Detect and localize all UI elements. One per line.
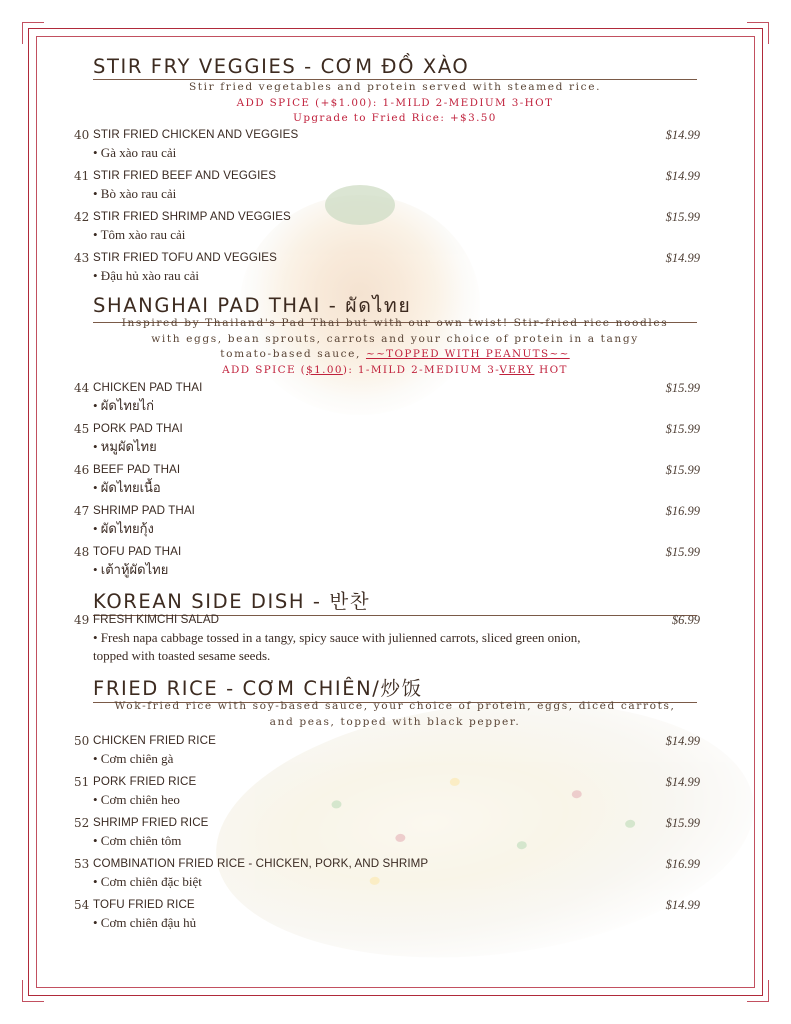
- section-desc-pad-thai: [93, 316, 697, 378]
- menu-item: [74, 250, 700, 285]
- spice-very: VERY: [499, 363, 535, 376]
- spice-part: ): 1-MILD 2-MEDIUM 3-: [342, 363, 500, 376]
- item-name: CHICKEN FRIED RICE: [93, 734, 216, 747]
- item-price: $14.99: [665, 898, 700, 912]
- item-price: $15.99: [665, 463, 700, 477]
- menu-item: [74, 733, 700, 768]
- desc-line: and peas, topped with black pepper.: [269, 715, 521, 728]
- item-translation: • Cơm chiên tôm: [93, 833, 182, 848]
- corner-ornament: [22, 22, 44, 44]
- corner-ornament: [747, 980, 769, 1002]
- spice-note: ADD SPICE (+$1.00): 1-MILD 2-MEDIUM 3-HOT: [236, 96, 554, 109]
- menu-item: [74, 897, 700, 932]
- item-translation: • ผัดไทยเนื้อ: [93, 480, 161, 495]
- item-price: $15.99: [665, 210, 700, 224]
- item-name: STIR FRIED CHICKEN AND VEGGIES: [93, 128, 299, 141]
- menu-item: [74, 127, 700, 162]
- item-price: $15.99: [665, 545, 700, 559]
- spice-part: ADD SPICE (: [222, 363, 307, 376]
- item-translation: • ผัดไทยกุ้ง: [93, 521, 154, 536]
- item-number: 42: [74, 210, 90, 224]
- item-name: STIR FRIED BEEF AND VEGGIES: [93, 169, 277, 182]
- section-desc-stir-fry: [93, 80, 697, 127]
- item-name: STIR FRIED SHRIMP AND VEGGIES: [93, 210, 291, 223]
- item-price: $14.99: [665, 775, 700, 789]
- spice-part: HOT: [534, 363, 568, 376]
- item-number: 44: [74, 381, 90, 395]
- section-title-korean: KOREAN SIDE DISH - 반찬: [93, 586, 697, 616]
- menu-item: [74, 421, 700, 456]
- item-name: COMBINATION FRIED RICE - CHICKEN, PORK, AND SHRIMP: [93, 857, 429, 870]
- item-number: 47: [74, 504, 90, 518]
- item-description: • Fresh napa cabbage tossed in a tangy, spicy sauce with julienned carrots, sliced green onion, topped with toasted sesame seeds.: [93, 630, 581, 663]
- item-price: $14.99: [665, 251, 700, 265]
- item-name: TOFU PAD THAI: [93, 545, 182, 558]
- section-title-stir-fry: STIR FRY VEGGIES - CƠM ĐỒ XÀO: [93, 55, 697, 80]
- menu-item: [74, 380, 700, 415]
- item-number: 46: [74, 463, 90, 477]
- item-number: 53: [74, 857, 90, 871]
- topped-note: ~~TOPPED WITH PEANUTS~~: [365, 348, 570, 360]
- item-number: 48: [74, 545, 90, 559]
- item-translation: • หมูผัดไทย: [93, 439, 157, 454]
- item-number: 52: [74, 816, 90, 830]
- item-translation: • Cơm chiên gà: [93, 751, 174, 766]
- item-name: SHRIMP PAD THAI: [93, 504, 195, 517]
- item-price: $16.99: [665, 857, 700, 871]
- item-number: 41: [74, 169, 90, 183]
- item-price: $15.99: [665, 381, 700, 395]
- spice-note: [93, 363, 697, 379]
- section-desc-fried-rice: [93, 699, 697, 730]
- item-number: 45: [74, 422, 90, 436]
- item-name: STIR FRIED TOFU AND VEGGIES: [93, 251, 277, 264]
- item-price: $14.99: [665, 169, 700, 183]
- corner-ornament: [747, 22, 769, 44]
- item-name: SHRIMP FRIED RICE: [93, 816, 209, 829]
- item-number: 51: [74, 775, 90, 789]
- item-number: 43: [74, 251, 90, 265]
- item-translation: • Đậu hủ xào rau cải: [93, 268, 199, 283]
- item-price: $15.99: [665, 816, 700, 830]
- spice-price: $1.00: [306, 363, 343, 376]
- menu-item: [74, 856, 700, 891]
- menu-item: [74, 168, 700, 203]
- menu-item: [74, 503, 700, 538]
- item-price: $14.99: [665, 128, 700, 142]
- section-title-pad-thai: SHANGHAI PAD THAI - ผัดไทย: [93, 290, 697, 323]
- item-translation: • Cơm chiên heo: [93, 792, 180, 807]
- menu-item: [74, 462, 700, 497]
- item-number: 49: [74, 613, 90, 627]
- menu-item: [74, 612, 700, 665]
- section-title-fried-rice: FRIED RICE - CƠM CHIÊN/炒饭: [93, 673, 697, 703]
- item-translation: • เต้าหู้ผัดไทย: [93, 562, 169, 577]
- item-name: PORK FRIED RICE: [93, 775, 197, 788]
- item-price: $15.99: [665, 422, 700, 436]
- item-number: 40: [74, 128, 90, 142]
- item-translation: • Cơm chiên đậu hủ: [93, 915, 197, 930]
- menu-item: [74, 209, 700, 244]
- desc-line: Wok-fried rice with soy-based sauce, your choice of protein, eggs, diced carrots,: [114, 700, 676, 712]
- corner-ornament: [22, 980, 44, 1002]
- menu-item: [74, 544, 700, 579]
- item-name: FRESH KIMCHI SALAD: [93, 613, 220, 626]
- item-number: 54: [74, 898, 90, 912]
- upgrade-note: Upgrade to Fried Rice: +$3.50: [293, 112, 497, 124]
- menu-item: [74, 815, 700, 850]
- item-translation: • Bò xào rau cải: [93, 186, 177, 201]
- desc-line: Stir fried vegetables and protein served with steamed rice.: [188, 81, 602, 93]
- item-translation: • Tôm xào rau cải: [93, 227, 186, 242]
- item-name: TOFU FRIED RICE: [93, 898, 195, 911]
- desc-line: with eggs, bean sprouts, carrots and your choice of protein in a tangy: [151, 332, 639, 345]
- menu-item: [74, 774, 700, 809]
- item-name: BEEF PAD THAI: [93, 463, 181, 476]
- desc-line: Inspired by Thailand's Pad Thai but with our own twist! Stir-fried rice noodles: [121, 317, 669, 329]
- item-price: $6.99: [671, 613, 700, 627]
- item-translation: • Cơm chiên đặc biệt: [93, 874, 202, 889]
- item-name: PORK PAD THAI: [93, 422, 183, 435]
- item-translation: • Gà xào rau cải: [93, 145, 177, 160]
- item-translation: • ผัดไทยไก่: [93, 398, 154, 413]
- item-name: CHICKEN PAD THAI: [93, 381, 203, 394]
- item-number: 50: [74, 734, 90, 748]
- item-price: $16.99: [665, 504, 700, 518]
- desc-line: tomato-based sauce,: [220, 348, 361, 360]
- item-price: $14.99: [665, 734, 700, 748]
